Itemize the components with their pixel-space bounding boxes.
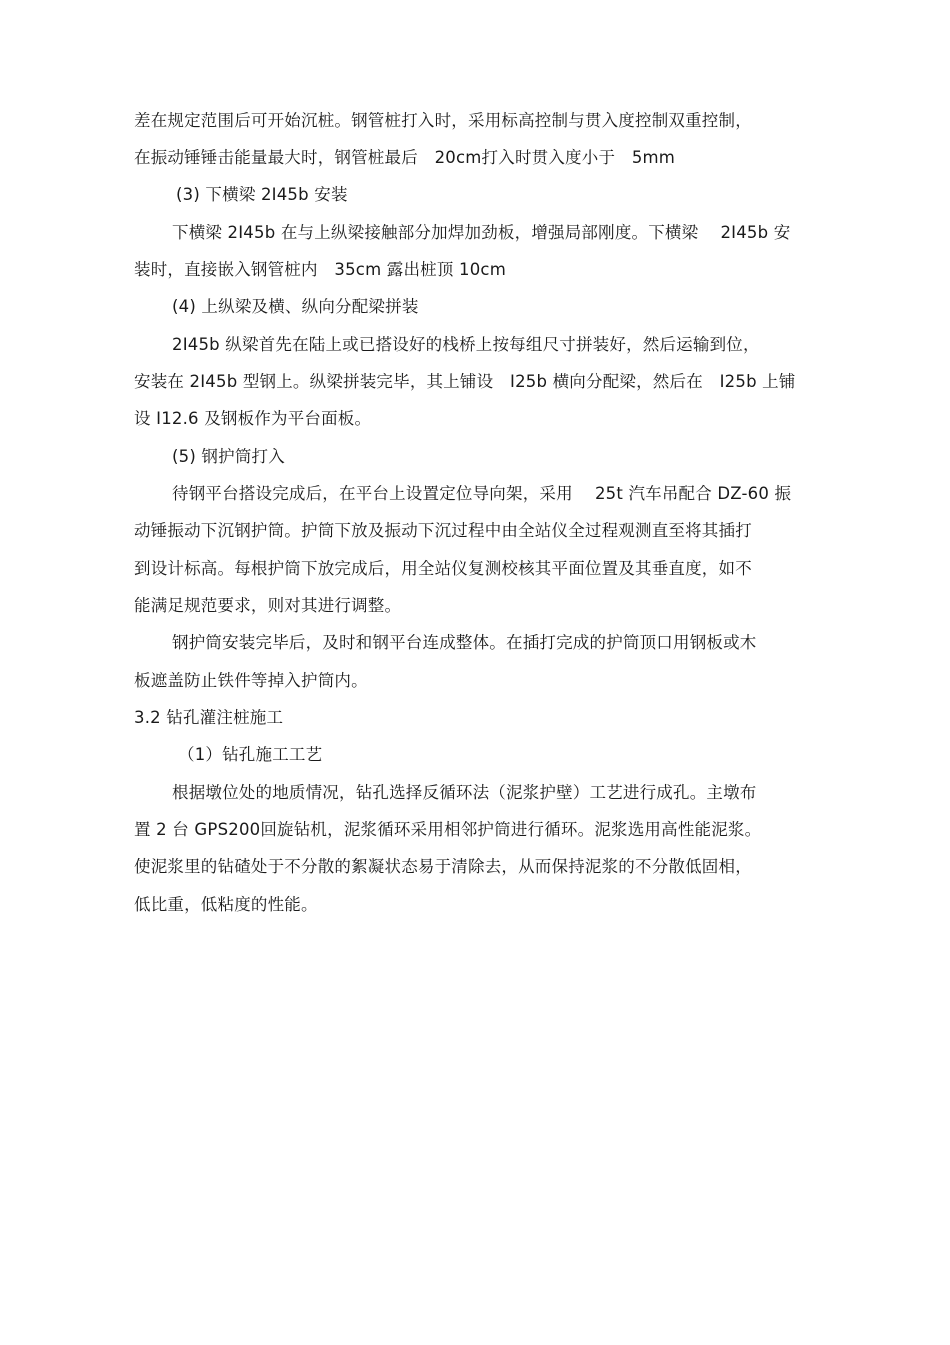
text-line: 到设计标高。每根护筒下放完成后，用全站仪复测校核其平面位置及其垂直度，如不 (134, 559, 752, 578)
text-line: 板遮盖防止铁件等掉入护筒内。 (134, 671, 368, 690)
text-line: 钢护筒安装完毕后，及时和钢平台连成整体。在插打完成的护筒顶口用钢板或木 (172, 633, 757, 652)
section-heading: (4) 上纵梁及横、纵向分配梁拼装 (172, 297, 419, 316)
text-line: 下横梁 2I45b 在与上纵梁接触部分加焊加劲板，增强局部刚度。下横梁 2I45b 安 (172, 223, 791, 242)
text-line: 设 I12.6 及钢板作为平台面板。 (134, 409, 372, 428)
text-line: 在振动锤锤击能量最大时，钢管桩最后 20cm打入时贯入度小于 5mm (134, 148, 676, 167)
section-heading: (5) 钢护筒打入 (172, 447, 285, 466)
text-line: 待钢平台搭设完成后，在平台上设置定位导向架，采用 25t 汽车吊配合 DZ-60 振 (172, 484, 792, 503)
text-line: 置 2 台 GPS200回旋钻机，泥浆循环采用相邻护筒进行循环。泥浆选用高性能泥浆。 (134, 820, 762, 839)
text-line: 安装在 2I45b 型钢上。纵梁拼装完毕，其上铺设 I25b 横向分配梁，然后在 I25b 上铺 (134, 372, 796, 391)
text-line: 能满足规范要求，则对其进行调整。 (134, 596, 402, 615)
section-heading: (3) 下横梁 2I45b 安装 (176, 185, 348, 204)
text-line: 2I45b 纵梁首先在陆上或已搭设好的栈桥上按每组尺寸拼装好，然后运输到位， (172, 335, 760, 354)
text-line: 根据墩位处的地质情况，钻孔选择反循环法（泥浆护壁）工艺进行成孔。主墩布 (172, 783, 757, 802)
text-line: 动锤振动下沉钢护筒。护筒下放及振动下沉过程中由全站仪全过程观测直至将其插打 (134, 521, 752, 540)
text-line: 装时，直接嵌入钢管桩内 35cm 露出桩顶 10cm (134, 260, 506, 279)
section-heading: 3.2 钻孔灌注桩施工 (134, 708, 284, 727)
text-line: 低比重，低粘度的性能。 (134, 895, 318, 914)
subsection-heading: （1）钻孔施工工艺 (178, 745, 323, 764)
text-line: 差在规定范围后可开始沉桩。钢管桩打入时，采用标高控制与贯入度控制双重控制， (134, 111, 752, 130)
text-line: 使泥浆里的钻碴处于不分散的絮凝状态易于清除去，从而保持泥浆的不分散低固相， (134, 857, 752, 876)
